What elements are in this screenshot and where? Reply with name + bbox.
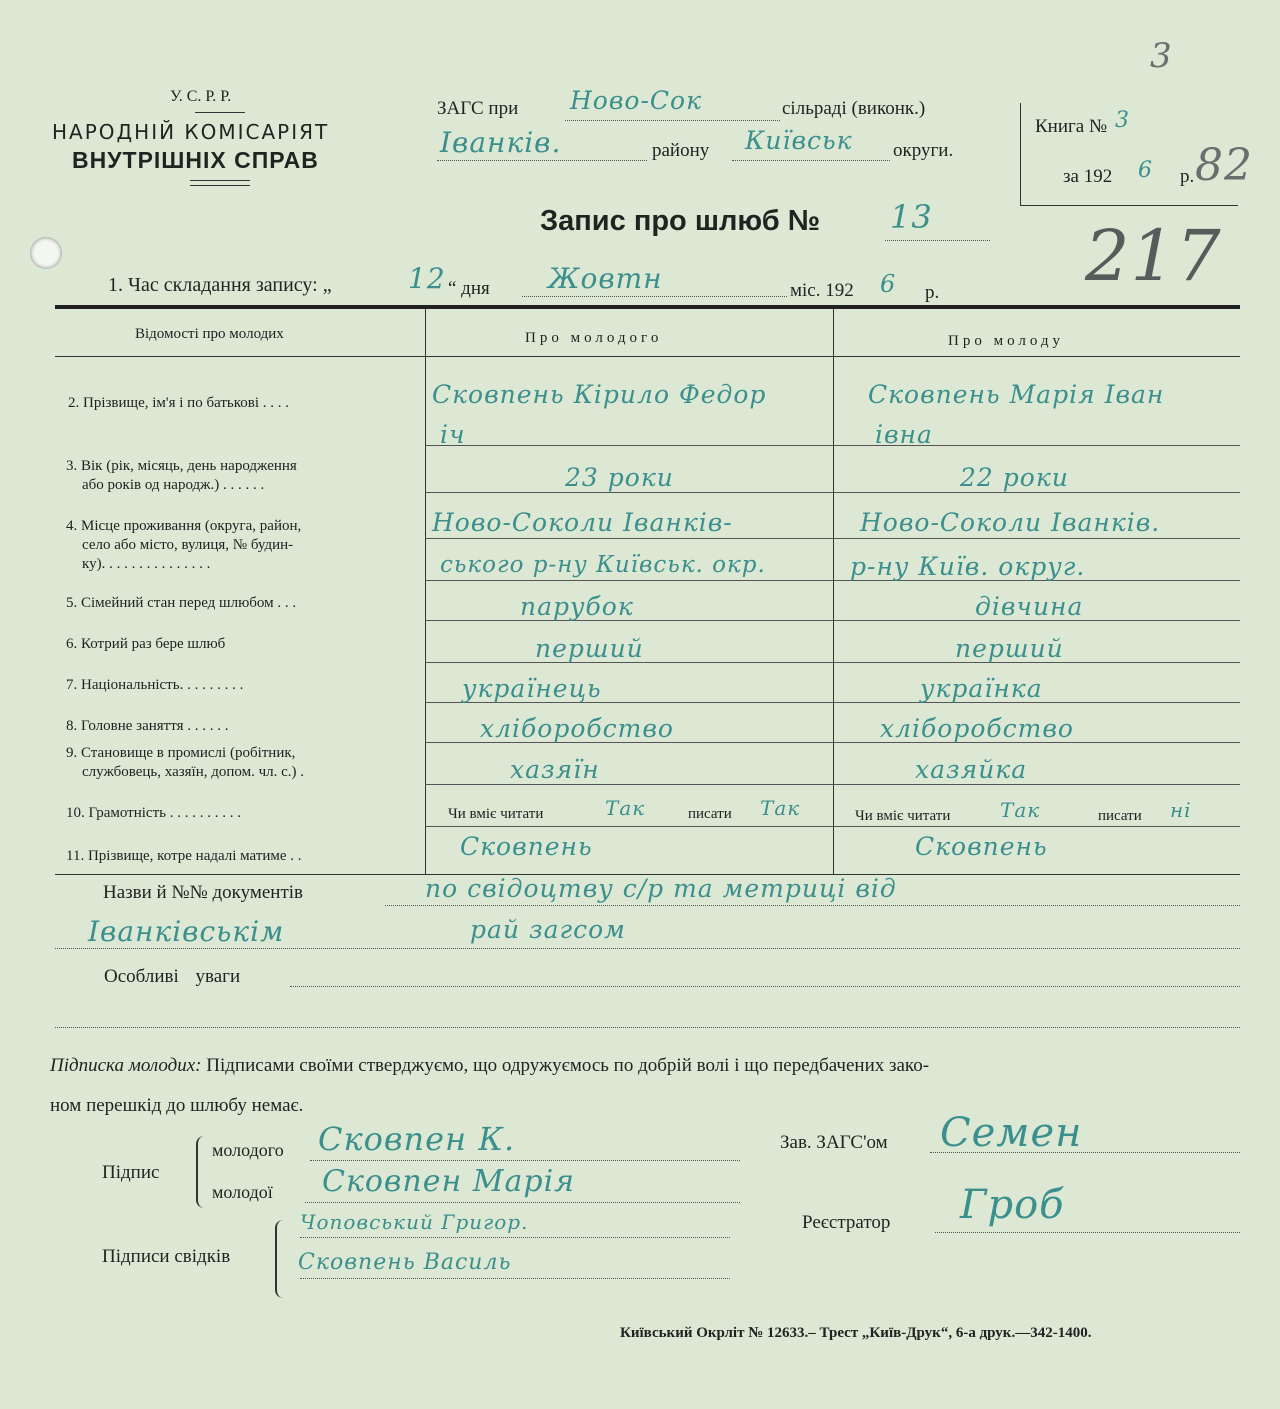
groom-read: Так	[605, 796, 646, 820]
dotted-line	[310, 1160, 740, 1161]
groom-read-label: Чи вміє читати	[448, 806, 544, 822]
groom-write: Так	[760, 796, 801, 820]
bride-nationality: українка	[920, 674, 1043, 703]
bride-occupation: хліборобство	[880, 714, 1074, 743]
row-label-residence: ку). . . . . . . . . . . . . . .	[82, 556, 211, 572]
zags-prefix: ЗАГС при	[437, 98, 519, 119]
dotted-line	[437, 160, 647, 161]
witnesses-label: Підписи свідків	[102, 1246, 231, 1267]
archive-big-number: 217	[1085, 215, 1222, 297]
dotted-line	[565, 120, 780, 121]
signature-label: Підпис	[102, 1162, 160, 1183]
book-year-suffix: р.	[1180, 166, 1195, 187]
bride-residence: р-ну Київ. округ.	[850, 552, 1086, 581]
record-number: 13	[890, 198, 933, 236]
declaration	[50, 1055, 929, 1077]
date-day: 12	[408, 262, 446, 295]
declaration-lead: Підписка молодих:	[50, 1055, 202, 1076]
groom-occupation: хліборобство	[480, 714, 674, 743]
row-label-residence: село або місто, вулиця, № будин-	[82, 537, 294, 553]
bride-status: хазяйка	[915, 755, 1028, 784]
bride-name: івна	[875, 420, 933, 449]
row-line	[425, 538, 1240, 539]
bride-read: Так	[1000, 798, 1041, 822]
row-label-times: 6. Котрий раз бере шлюб	[66, 636, 226, 652]
witness-1-signature: Чоповський Григор.	[300, 1210, 529, 1234]
book-box-border	[1020, 103, 1021, 206]
groom-age: 23 роки	[565, 463, 674, 492]
ussr-label: У. С. Р. Р.	[170, 88, 232, 105]
dotted-line	[522, 296, 787, 297]
groom-signature: Сковпен К.	[318, 1120, 516, 1158]
table-header-bride: Про молоду	[948, 333, 1065, 349]
row-label-status: 9. Становище в промислі (робітник,	[66, 745, 296, 761]
divider	[190, 185, 250, 186]
row-label-age: або років од народж.) . . . . . .	[82, 477, 265, 493]
date-day-label: “ дня	[448, 278, 490, 299]
bride-name: Сковпень Марія Іван	[868, 380, 1165, 409]
groom-residence: Ново-Соколи Іванків-	[432, 508, 733, 537]
row-label-nationality: 7. Національність. . . . . . . . .	[66, 677, 244, 693]
row-line	[425, 445, 1240, 446]
book-box-border	[1020, 205, 1238, 206]
row-line	[425, 580, 1240, 581]
bride-read-label: Чи вміє читати	[855, 808, 951, 824]
zags-head-signature: Семен	[940, 1110, 1083, 1156]
row-label-age: 3. Вік (рік, місяць, день народження	[66, 458, 297, 474]
notes-label: Особливі уваги	[104, 966, 241, 987]
row-line	[425, 826, 1240, 827]
documents-line2-left: Іванківськім	[88, 915, 285, 948]
zags-raion: Іванків.	[440, 126, 562, 159]
punch-hole	[30, 237, 62, 269]
witness-2-signature: Сковпень Василь	[298, 1250, 512, 1275]
declaration-text: Підписами своїми стверджуємо, що одружуємось по добрій волі і що передбачених зако-	[206, 1055, 930, 1076]
groom-name: іч	[440, 420, 466, 449]
row-line	[425, 784, 1240, 785]
date-label: 1. Час складання запису: „	[108, 274, 332, 296]
divider	[190, 180, 250, 181]
brace	[275, 1220, 285, 1298]
date-suffix: р.	[925, 282, 940, 303]
bride-marital: дівчина	[975, 592, 1084, 621]
archive-page-number: 82	[1195, 140, 1253, 191]
dotted-line	[305, 1202, 740, 1203]
dotted-line	[55, 948, 1240, 949]
brace	[196, 1136, 206, 1208]
row-label-marital: 5. Сімейний стан перед шлюбом . . .	[66, 595, 297, 611]
book-year-digit: 6	[1138, 158, 1153, 183]
groom-nationality: українець	[462, 674, 602, 703]
date-month-label: міс. 192	[790, 280, 854, 301]
bride-write-label: писати	[1098, 808, 1142, 824]
book-label: Книга №	[1035, 116, 1108, 137]
bride-signature-label: молодої	[212, 1182, 273, 1202]
record-title: Запис про шлюб №	[540, 205, 821, 237]
column-divider	[833, 309, 834, 874]
table-header-border	[55, 356, 1240, 357]
row-label-residence: 4. Місце проживання (округа, район,	[66, 518, 302, 534]
dotted-line	[300, 1237, 730, 1238]
row-label-name: 2. Прізвище, ім'я і по батькові . . . .	[68, 395, 290, 411]
archive-note-top: 3	[1150, 36, 1173, 76]
dotted-line	[732, 160, 890, 161]
table-header-info: Відомості про молодих	[135, 326, 284, 342]
zags-okruha-label: округи.	[893, 140, 954, 161]
groom-residence: ського р-ну Київськ. окр.	[440, 552, 766, 578]
divider	[195, 112, 245, 113]
column-divider	[425, 309, 426, 874]
zags-village-suffix: сільраді (виконк.)	[782, 98, 926, 119]
commissariat-label: НАРОДНІЙ КОМІСАРІЯТ	[52, 120, 330, 144]
row-label-status: службовець, хазяїн, допом. чл. с.) .	[82, 764, 305, 780]
row-label-literacy: 10. Грамотність . . . . . . . . . .	[66, 805, 241, 821]
bride-times: перший	[955, 634, 1064, 663]
dotted-line	[935, 1232, 1240, 1233]
date-month: Жовтн	[548, 262, 663, 295]
documents-label: Назви й №№ документів	[103, 882, 304, 903]
zags-village: Ново-Сок	[570, 86, 703, 115]
dotted-line	[885, 240, 990, 241]
registrar-signature: Гроб	[960, 1182, 1065, 1228]
dotted-line	[385, 905, 1240, 906]
department-label: ВНУТРІШНІХ СПРАВ	[72, 147, 319, 173]
table-top-border	[55, 305, 1240, 309]
row-line	[425, 492, 1240, 493]
bride-signature: Сковпен Марія	[322, 1164, 576, 1199]
date-year-digit: 6	[880, 270, 897, 298]
row-label-surname: 11. Прізвище, котре надалі матиме . .	[66, 848, 302, 864]
groom-signature-label: молодого	[212, 1140, 284, 1160]
declaration-text: ном перешкід до шлюбу немає.	[50, 1095, 304, 1116]
groom-status: хазяїн	[510, 755, 600, 784]
row-label-occupation: 8. Головне заняття . . . . . .	[66, 718, 229, 734]
book-number: 3	[1115, 108, 1130, 133]
documents-line2-right: рай загсом	[470, 915, 626, 944]
bride-age: 22 роки	[960, 463, 1069, 492]
groom-future-surname: Сковпень	[460, 832, 593, 861]
documents-line1: по свідоцтву с/р та метриці від	[425, 874, 897, 903]
bride-residence: Ново-Соколи Іванків.	[860, 508, 1161, 537]
table-header-groom: Про молодого	[525, 330, 663, 346]
dotted-line	[300, 1278, 730, 1279]
registrar-label: Реєстратор	[802, 1212, 891, 1233]
zags-raion-label: району	[652, 140, 710, 161]
groom-marital: парубок	[520, 592, 634, 621]
bride-future-surname: Сковпень	[915, 832, 1048, 861]
dotted-line	[290, 986, 1240, 987]
zags-head-label: Зав. ЗАГС'ом	[780, 1132, 888, 1153]
groom-write-label: писати	[688, 806, 732, 822]
book-year-label: за 192	[1063, 166, 1113, 187]
zags-okruha: Київськ	[745, 126, 853, 155]
printer-imprint: Київський Окрліт № 12633.– Трест „Київ-Друк“, 6-а друк.—342-1400.	[620, 1325, 1092, 1341]
groom-name: Сковпень Кірило Федор	[432, 380, 767, 409]
groom-times: перший	[535, 634, 644, 663]
dotted-line	[55, 1027, 1240, 1028]
bride-write: ні	[1170, 798, 1192, 822]
